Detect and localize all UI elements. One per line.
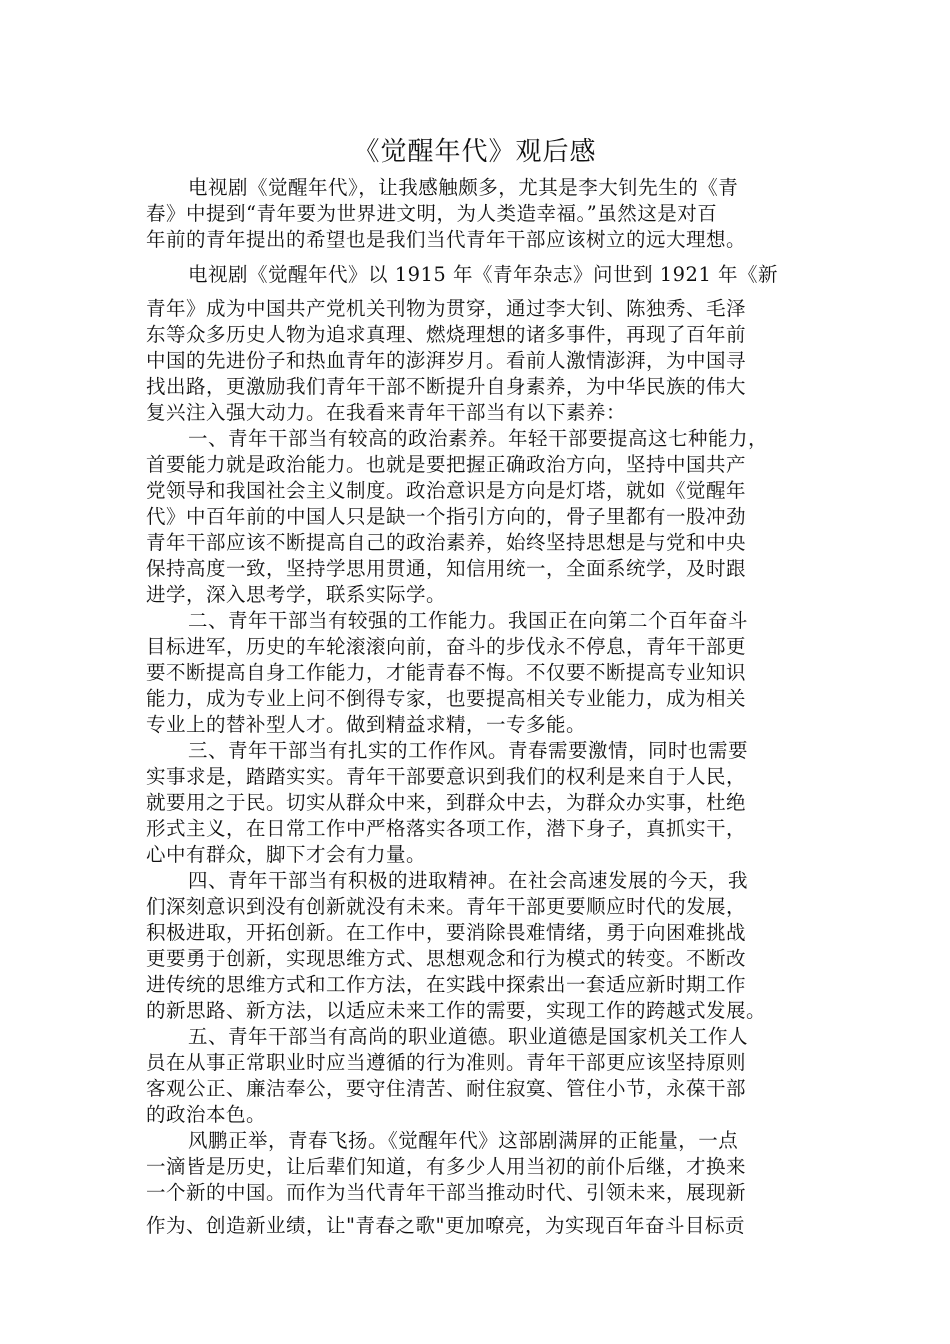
text-line: 的新思路、新方法，以适应未来工作的需要，实现工作的跨越式发展。: [146, 999, 767, 1022]
text-line: 实事求是，踏踏实实。青年干部要意识到我们的权利是来自于人民，: [146, 765, 747, 788]
text-line: 客观公正、廉洁奉公，要守住清苦、耐住寂寞、管住小节，永葆干部: [146, 1077, 747, 1100]
text-line: 风鹏正举，青春飞扬。《觉醒年代》这部剧满屏的正能量，一点: [188, 1129, 739, 1152]
text-line: 能力，成为专业上问不倒得专家，也要提高相关专业能力，成为相关: [146, 687, 747, 710]
page-title: 《觉醒年代》观后感: [353, 137, 597, 167]
text-line: 的政治本色。: [146, 1103, 267, 1126]
text-line: 春》中提到“青年要为世界进文明，为人类造幸福。”虽然这是对百: [146, 202, 718, 225]
text-line: 形式主义，在日常工作中严格落实各项工作，潜下身子，真抓实干，: [146, 817, 747, 840]
text-line: 要不断提高自身工作能力，才能青春不悔。不仅要不断提高专业知识: [146, 661, 747, 684]
text-line: 电视剧《觉醒年代》，让我感触颇多，尤其是李大钊先生的《青: [188, 176, 739, 199]
text-line: 更要勇于创新，实现思维方式、思想观念和行为模式的转变。不断改: [146, 947, 747, 970]
text-line: 东等众多历史人物为追求真理、燃烧理想的诸多事件，再现了百年前: [146, 323, 747, 346]
text-line: 三、青年干部当有扎实的工作作风。青春需要激情，同时也需要: [188, 739, 749, 762]
text-line: 们深刻意识到没有创新就没有未来。青年干部更要顺应时代的发展，: [146, 895, 747, 918]
text-line: 进传统的思维方式和工作方法，在实践中探索出一套适应新时期工作: [146, 973, 747, 996]
text-line: 进学，深入思考学，联系实际学。: [146, 583, 447, 606]
text-line: 年前的青年提出的希望也是我们当代青年干部应该树立的远大理想。: [146, 228, 747, 251]
text-line: 目标进军，历史的车轮滚滚向前，奋斗的步伐永不停息，青年干部更: [146, 635, 747, 658]
text-line: 电视剧《觉醒年代》以 1915 年《青年杂志》问世到 1921 年《新: [188, 263, 779, 286]
text-line: 党领导和我国社会主义制度。政治意识是方向是灯塔，就如《觉醒年: [146, 479, 747, 502]
text-line: 找出路，更激励我们青年干部不断提升自身素养，为中华民族的伟大: [146, 375, 747, 398]
text-line: 一个新的中国。而作为当代青年干部当推动时代、引领未来，展现新: [146, 1181, 747, 1204]
text-line: 青年》成为中国共产党机关刊物为贯穿，通过李大钊、陈独秀、毛泽: [146, 297, 747, 320]
text-line: 保持高度一致，坚持学思用贯通，知信用统一，全面系统学，及时跟: [146, 557, 747, 580]
text-line: 作为、创造新业绩，让"青春之歌"更加嘹亮，为实现百年奋斗目标贡: [146, 1214, 745, 1237]
text-line: 首要能力就是政治能力。也就是要把握正确政治方向，坚持中国共产: [146, 453, 747, 476]
text-line: 复兴注入强大动力。在我看来青年干部当有以下素养：: [146, 401, 627, 424]
text-line: 专业上的替补型人才。做到精益求精，一专多能。: [146, 713, 587, 736]
text-line: 五、青年干部当有高尚的职业道德。职业道德是国家机关工作人: [188, 1025, 749, 1048]
text-line: 二、青年干部当有较强的工作能力。我国正在向第二个百年奋斗: [188, 609, 749, 632]
text-line: 员在从事正常职业时应当遵循的行为准则。青年干部更应该坚持原则: [146, 1051, 747, 1074]
text-line: 积极进取，开拓创新。在工作中，要消除畏难情绪，勇于向困难挑战: [146, 921, 747, 944]
text-line: 中国的先进份子和热血青年的澎湃岁月。看前人激情澎湃，为中国寻: [146, 349, 747, 372]
text-line: 一滴皆是历史，让后辈们知道，有多少人用当初的前仆后继，才换来: [146, 1155, 747, 1178]
text-line: 就要用之于民。切实从群众中来，到群众中去，为群众办实事，杜绝: [146, 791, 747, 814]
text-line: 四、青年干部当有积极的进取精神。在社会高速发展的今天，我: [188, 869, 749, 892]
text-line: 青年干部应该不断提高自己的政治素养，始终坚持思想是与党和中央: [146, 531, 747, 554]
text-line: 心中有群众，脚下才会有力量。: [146, 843, 427, 866]
text-line: 一、青年干部当有较高的政治素养。年轻干部要提高这七种能力，: [188, 427, 769, 450]
text-line: 代》中百年前的中国人只是缺一个指引方向的，骨子里都有一股冲劲: [146, 505, 747, 528]
